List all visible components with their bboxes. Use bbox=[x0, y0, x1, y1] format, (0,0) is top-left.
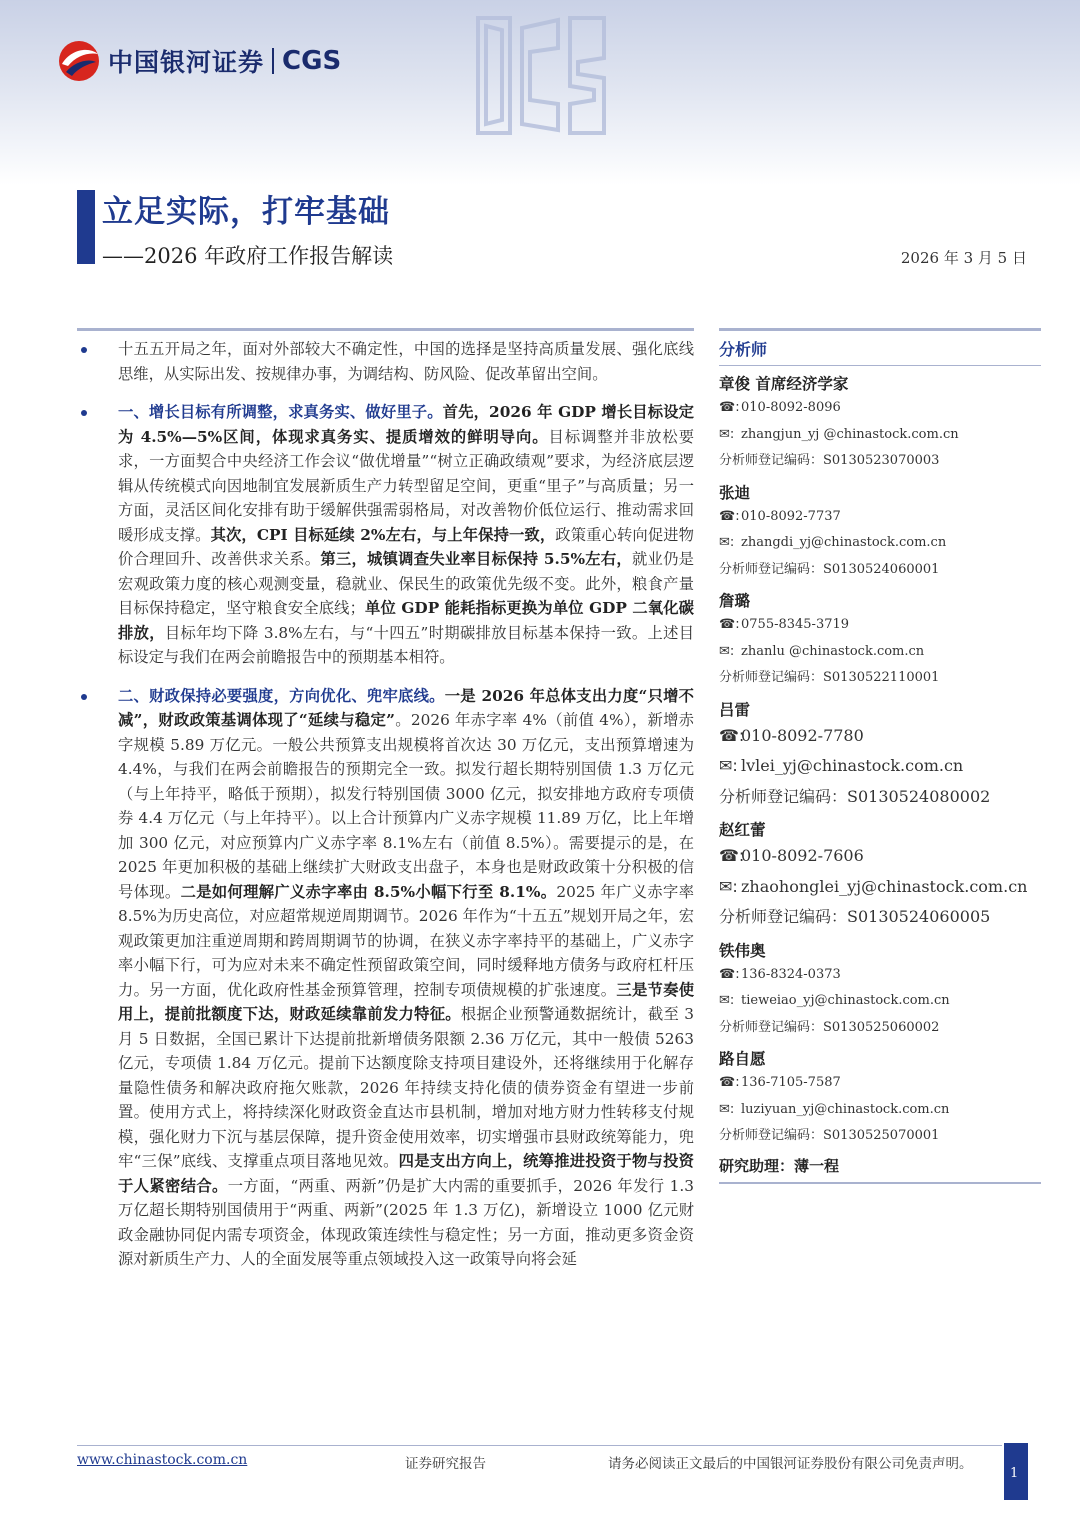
analyst-registration-text: 分析师登记编码：S0130523070003 bbox=[719, 453, 940, 468]
analyst-registration bbox=[719, 1015, 1041, 1042]
analyst-phone-text: 010-8092-7606 bbox=[741, 846, 864, 865]
analyst-email-text: zhaohonglei_yj@chinastock.com.cn bbox=[741, 876, 1028, 896]
phone-icon: ☎: bbox=[719, 400, 740, 415]
analyst-phone-text: 010-8092-8096 bbox=[741, 400, 841, 415]
analyst-email[interactable] bbox=[719, 530, 1041, 557]
text-run: 一是 2026 年总体支出力度“只增不减”，财政政策基调体现了“延续与稳定” bbox=[118, 686, 694, 729]
analyst-phone bbox=[719, 395, 1041, 422]
sidebar-top-rule bbox=[719, 328, 1041, 331]
report-date: 2026 年 3 月 5 日 bbox=[900, 249, 1027, 267]
analyst-card bbox=[719, 372, 1041, 475]
analyst-registration-text: 分析师登记编码：S0130522110001 bbox=[719, 670, 940, 685]
analyst-sidebar bbox=[719, 328, 1041, 1184]
envelope-icon: ✉: bbox=[719, 643, 735, 659]
analyst-registration-text: 分析师登记编码：S0130524060001 bbox=[719, 561, 940, 577]
text-run: 其次，CPI 目标延续 2%左右，与上年保持一致， bbox=[210, 525, 556, 544]
text-run: 目标年均下降 3.8%左右，与“十四五”时期碳排放目标基本保持一致。上述目标设定与我们在两会前瞻报告中的预期基本相符。 bbox=[118, 623, 694, 666]
analyst-phone-text: 136-7105-7587 bbox=[741, 1075, 841, 1090]
text-run: 2025 年广义赤字率 8.5%为历史高位，对应超常规逆周期调节。2026 年作为“十五五”规划开局之年，宏观政策更加注重逆周期和跨周期调节的协调，在狭义赤字率持平的基础上，广义赤字率小幅下行，可为应对未来不确定性预留政策空间，同时缓释地方债务与政府杠杆压力。另一方面，优化政府性基金预算管理，控制专项债规模的扩张速度。 bbox=[118, 882, 694, 999]
website-link[interactable]: www.chinastock.com.cn bbox=[77, 1452, 248, 1468]
sidebar-bottom-rule bbox=[719, 1182, 1041, 1184]
bullet-dot-icon bbox=[81, 347, 87, 353]
analyst-email[interactable] bbox=[719, 751, 1041, 782]
analyst-phone bbox=[719, 962, 1041, 989]
analyst-email-text: zhangjun_yj @chinastock.com.cn bbox=[741, 426, 959, 442]
text-run: 政策重心转向促进物价合理回升、改善供求关系。 bbox=[118, 525, 694, 568]
analyst-name: 路自愿 bbox=[719, 1049, 766, 1068]
bullet-dot-icon bbox=[81, 694, 87, 700]
phone-icon: ☎: bbox=[719, 508, 740, 524]
analyst-registration-text: 分析师登记编码：S0130524060005 bbox=[719, 907, 991, 926]
analyst-email[interactable] bbox=[719, 422, 1041, 449]
fiscal-policy-point bbox=[77, 684, 694, 1272]
analyst-phone-text: 136-8324-0373 bbox=[741, 966, 841, 982]
analyst-card bbox=[719, 589, 1041, 692]
cgs-logo-icon bbox=[58, 40, 100, 82]
analyst-phone bbox=[719, 1070, 1041, 1097]
analyst-name: 詹璐 bbox=[719, 591, 751, 610]
report-title: 立足实际，打牢基础 bbox=[102, 194, 390, 230]
analyst-card bbox=[719, 698, 1041, 813]
analyst-name: 赵红蕾 bbox=[719, 820, 766, 839]
analyst-card bbox=[719, 1047, 1041, 1150]
envelope-icon: ✉: bbox=[719, 1101, 735, 1117]
envelope-icon: ✉: bbox=[719, 426, 735, 442]
page-number: 1 bbox=[1010, 1466, 1019, 1481]
analyst-name: 章俊 首席经济学家 bbox=[719, 374, 849, 393]
report-subtitle: ——2026 年政府工作报告解读 bbox=[102, 244, 394, 268]
analyst-phone-text: 010-8092-7737 bbox=[741, 508, 841, 524]
paragraph-1: 十五五开局之年，面对外部较大不确定性，中国的选择是坚持高质量发展、强化底线思维，从实际出发、按规律办事，为调结构、防风险、促改革留出空间。 bbox=[118, 340, 694, 383]
footer-rule bbox=[77, 1445, 1002, 1446]
analyst-registration-text: 分析师登记编码：S0130525070001 bbox=[719, 1128, 940, 1143]
sidebar-heading: 分析师 bbox=[719, 340, 768, 359]
text-run: 就业仍是宏观政策力度的核心观测变量，稳就业、保民生的政策优先级不变。此外，粮食产量目标保持稳定，坚守粮食安全底线； bbox=[118, 550, 694, 617]
analyst-email[interactable] bbox=[719, 988, 1041, 1015]
logo-divider bbox=[272, 48, 274, 74]
paragraph-2 bbox=[118, 400, 694, 670]
analyst-card bbox=[719, 481, 1041, 584]
analyst-email-text: lvlei_yj@chinastock.com.cn bbox=[741, 756, 964, 775]
brand-logo[interactable] bbox=[58, 40, 341, 82]
analyst-card bbox=[719, 818, 1041, 933]
text-run: 一方面，“两重、两新”仍是扩大内需的重要抓手，2026 年发行 1.3 万亿超长期特别国债用于“两重、两新”(2025 年 1.3 万亿)，新增设立 1000 亿元财政金融协同促内需专项资金，体现政策连续性与稳定性；另一方面，推动更多资金资源对新质生产力、人的全面发展等重点领域投入这一政策导向将会延 bbox=[118, 1176, 694, 1268]
text-run: 一、增长目标有所调整，求真务实、做好里子。 bbox=[118, 403, 443, 421]
text-run: 二、财政保持必要强度，方向优化、兜牢底线。 bbox=[118, 686, 445, 705]
text-run: 。2026 年赤字率 4%（前值 4%），新增赤字规模 5.89 万亿元。一般公共预算支出规模将首次达 30 万亿元，支出预算增速为 4.4%，与我们在两会前瞻报告的预期完全一致。拟发行超长期特别国债 1.3 万亿元（与上年持平，略低于预期），拟发行特别国债 3000 亿元，拟安排地方政府专项债券 4.4 万亿元（与上年持平）。以上合计预算内广义赤字规模 11.89 万亿，比上年增加 300 亿元，对应预算内广义赤字率 8.1%左右（前值 8.5%）。需要提示的是，在 2025 年更加积极的基础上继续扩大财政支出盘子，本身也是财政政策十分积极的信号体现。 bbox=[118, 711, 694, 901]
text-run: 二是如何理解广义赤字率由 8.5%小幅下行至 8.1%。 bbox=[180, 882, 557, 901]
analyst-phone bbox=[719, 721, 1041, 752]
phone-icon: ☎: bbox=[719, 725, 745, 745]
research-assistant: 研究助理：薄一程 bbox=[719, 1156, 840, 1175]
analyst-registration-text: 分析师登记编码：S0130524080002 bbox=[719, 786, 991, 806]
cgs-watermark-icon bbox=[470, 8, 610, 143]
paragraph-3 bbox=[118, 684, 694, 1272]
analyst-phone bbox=[719, 612, 1041, 639]
analyst-registration bbox=[719, 448, 1041, 475]
analyst-email[interactable] bbox=[719, 639, 1041, 666]
analyst-name: 铁伟奥 bbox=[719, 940, 766, 960]
analyst-registration-text: 分析师登记编码：S0130525060002 bbox=[719, 1019, 940, 1035]
main-content bbox=[77, 328, 694, 1272]
phone-icon: ☎: bbox=[719, 617, 740, 632]
envelope-icon: ✉: bbox=[719, 535, 735, 550]
footer-report-type: 证券研究报告 bbox=[405, 1456, 486, 1472]
analyst-registration bbox=[719, 902, 1041, 933]
analyst-email-text: zhangdi_yj@chinastock.com.cn bbox=[741, 535, 947, 550]
phone-icon: ☎: bbox=[719, 966, 740, 982]
analyst-card bbox=[719, 939, 1041, 1042]
analyst-name: 张迪 bbox=[719, 482, 751, 502]
analyst-phone bbox=[719, 504, 1041, 531]
envelope-icon: ✉: bbox=[719, 876, 738, 896]
analyst-email-text: luziyuan_yj@chinastock.com.cn bbox=[741, 1101, 950, 1117]
analyst-phone-text: 010-8092-7780 bbox=[741, 725, 864, 745]
growth-target-point bbox=[77, 400, 694, 670]
text-run: 根据企业预警通数据统计，截至 3 月 5 日数据，全国已累计下达提前批新增债务限额 2.36 万亿元，其中一般债 5263 亿元，专项债 1.84 万亿元。提前下达额度除支持项目建设外，还将继续用于化解存量隐性债务和解决政府拖欠账款，2026 年持续支持化债的债券资金有望进一步前置。使用方式上，将持续深化财政资金直达市县机制，增加对地方财力性转移支付规模，强化财力下沉与基层保障，提升资金使用效率，切实增强市县财政统筹能力，兜牢“三保”底线、支撑重点项目落地见效。 bbox=[118, 1005, 694, 1170]
content-top-rule bbox=[77, 328, 694, 331]
text-run: 单位 GDP 能耗指标更换为单位 GDP 二氧化碳排放， bbox=[118, 599, 694, 642]
analyst-email[interactable] bbox=[719, 1097, 1041, 1124]
footer-disclaimer: 请务必阅读正文最后的中国银河证券股份有限公司免责声明。 bbox=[608, 1456, 973, 1472]
logo-text-en: CGS bbox=[282, 46, 342, 76]
analyst-phone bbox=[719, 841, 1041, 872]
analyst-registration bbox=[719, 557, 1041, 584]
logo-text-cn: 中国银河证券 bbox=[108, 48, 265, 77]
sidebar-heading-rule bbox=[719, 365, 1041, 366]
analyst-list bbox=[719, 372, 1041, 1150]
text-run: 目标调整并非放松要求，一方面契合中央经济工作会议“做优增量”“树立正确政绩观”要求，为经济底层逻辑从传统模式向因地制宜发展新质生产力转型留足空间，更重“里子”与高质量；另一方面，灵活区间化安排有助于缓解供强需弱格局，对改善物价低位运行、推动需求回暖形成支撑。 bbox=[118, 427, 694, 544]
analyst-name: 吕雷 bbox=[719, 699, 751, 719]
bullet-dot-icon bbox=[81, 410, 87, 416]
text-run: 首先，2026 年 GDP 增长目标设定为 4.5%—5%区间，体现求真务实、提质增效的鲜明导向。 bbox=[118, 403, 694, 446]
analyst-email-text: tieweiao_yj@chinastock.com.cn bbox=[741, 993, 950, 1008]
text-run: 三是节奏使用上，提前批额度下达，财政延续靠前发力特征。 bbox=[118, 980, 694, 1023]
analyst-email-text: zhanlu @chinastock.com.cn bbox=[741, 643, 925, 659]
phone-icon: ☎: bbox=[719, 1075, 740, 1090]
text-run: 四是支出方向上，统筹推进投资于物与投资于人紧密结合。 bbox=[118, 1152, 694, 1195]
text-run: 第三，城镇调查失业率目标保持 5.5%左右， bbox=[320, 550, 632, 568]
phone-icon: ☎: bbox=[719, 846, 745, 865]
title-accent-bar bbox=[77, 190, 95, 264]
analyst-phone-text: 0755-8345-3719 bbox=[741, 617, 850, 632]
analyst-registration bbox=[719, 665, 1041, 692]
envelope-icon: ✉: bbox=[719, 756, 738, 775]
analyst-registration bbox=[719, 782, 1041, 813]
analyst-registration bbox=[719, 1123, 1041, 1150]
summary-point bbox=[77, 337, 694, 386]
analyst-email[interactable] bbox=[719, 872, 1041, 903]
envelope-icon: ✉: bbox=[719, 993, 735, 1008]
